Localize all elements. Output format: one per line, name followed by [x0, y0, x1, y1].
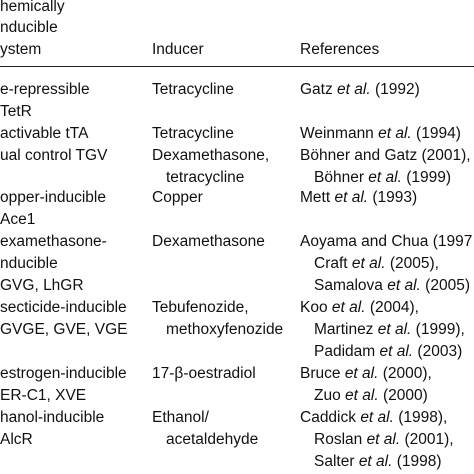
inducer-cell — [152, 145, 269, 189]
reference-author: Salter — [314, 453, 355, 470]
system-cell — [0, 123, 88, 145]
reference-author: Böhner and Gatz (2001), — [300, 147, 471, 164]
reference-author: Roslan — [314, 431, 363, 448]
references-cell — [300, 123, 461, 145]
reference-line — [300, 275, 472, 297]
reference-etal: et al. — [331, 299, 366, 316]
references-cell — [300, 79, 420, 101]
header-system-line-3: ystem — [0, 41, 42, 58]
reference-etal: et al. — [358, 453, 393, 470]
system-cell — [0, 231, 107, 297]
system-cell — [0, 79, 90, 123]
inducer-text: Tebufenozide, — [152, 299, 249, 316]
reference-line — [300, 385, 432, 407]
reference-etal: et al. — [344, 365, 379, 382]
inducer-cell — [152, 407, 258, 451]
system-text: GVGE, GVE, VGE — [0, 321, 128, 338]
reference-author: Gatz — [300, 81, 333, 98]
system-cell — [0, 187, 106, 231]
reference-line — [300, 145, 471, 167]
reference-etal: et al. — [334, 189, 369, 206]
reference-author: Koo — [300, 299, 328, 316]
system-text: opper-inducible — [0, 189, 106, 206]
inducer-cell — [152, 363, 256, 385]
inducer-text: 17-β-oestradiol — [152, 365, 256, 382]
reference-year: (1993) — [372, 189, 418, 206]
reference-line — [300, 231, 472, 253]
references-cell — [300, 231, 472, 297]
reference-etal: et al. — [360, 409, 394, 426]
reference-year: (1994) — [416, 125, 461, 142]
reference-line — [300, 297, 465, 319]
system-text: GVG, LhGR — [0, 277, 84, 294]
reference-line — [300, 187, 417, 209]
reference-year: (1999), — [415, 321, 465, 338]
inducer-text: Tetracycline — [152, 81, 234, 98]
reference-author: Samalova — [314, 277, 383, 294]
inducer-text: tetracycline — [166, 169, 245, 186]
header-system-line-1: hemically — [0, 0, 65, 15]
references-cell — [300, 145, 471, 189]
reference-year: (1999) — [406, 169, 452, 186]
reference-year: (2000) — [382, 387, 428, 404]
reference-year: (2004), — [369, 299, 419, 316]
reference-line — [300, 123, 461, 145]
system-text: estrogen-inducible — [0, 365, 127, 382]
reference-line — [300, 253, 472, 275]
system-cell — [0, 297, 127, 341]
header-references: References — [300, 41, 380, 58]
reference-year: (1998) — [396, 453, 442, 470]
reference-year: (2001), — [404, 431, 454, 448]
system-cell — [0, 363, 127, 407]
reference-author: Mett — [300, 189, 331, 206]
system-text: secticide-inducible — [0, 299, 127, 316]
system-text: ER-C1, XVE — [0, 387, 87, 404]
reference-author: Martinez — [314, 321, 374, 338]
reference-line — [300, 407, 454, 429]
system-text: AlcR — [0, 431, 33, 448]
system-text: hanol-inducible — [0, 409, 105, 426]
reference-year: (2005), — [389, 255, 439, 272]
header-divider — [0, 66, 474, 67]
reference-line — [300, 363, 432, 385]
inducer-cell — [152, 231, 265, 253]
reference-author: Caddick — [300, 409, 356, 426]
system-cell — [0, 145, 107, 167]
references-cell — [300, 187, 417, 209]
reference-line — [300, 79, 420, 101]
reference-etal: et al. — [378, 125, 412, 142]
reference-line — [300, 167, 471, 189]
system-text: activable tTA — [0, 125, 89, 142]
reference-line — [300, 319, 465, 341]
inducer-cell — [152, 123, 234, 145]
reference-author: Zuo — [314, 387, 341, 404]
reference-etal: et al. — [366, 431, 401, 448]
reference-etal: et al. — [368, 169, 402, 186]
reference-etal: et al. — [387, 277, 421, 294]
inducer-text: Tetracycline — [152, 125, 234, 142]
system-text: examethasone- — [0, 233, 107, 250]
system-text: e-repressible — [0, 81, 90, 98]
reference-author: Bruce — [300, 365, 341, 382]
reference-etal: et al. — [351, 255, 386, 272]
reference-line — [300, 341, 465, 363]
inducer-text: Copper — [152, 189, 203, 206]
inducer-cell — [152, 297, 283, 341]
reference-year: (2003) — [417, 343, 463, 360]
inducer-text: Dexamethasone, — [152, 147, 270, 164]
reference-year: (1992) — [374, 81, 420, 98]
reference-etal: et al. — [345, 387, 379, 404]
references-cell — [300, 297, 465, 363]
inducer-cell — [152, 187, 203, 209]
inducer-cell — [152, 79, 234, 101]
reference-author: Böhner — [314, 169, 364, 186]
system-text: nducible — [0, 255, 58, 272]
reference-year: (2000), — [382, 365, 432, 382]
reference-year: (1998), — [398, 409, 448, 426]
system-text: ual control TGV — [0, 147, 108, 164]
system-cell — [0, 407, 104, 451]
reference-etal: et al. — [377, 321, 412, 338]
reference-etal: et al. — [379, 343, 414, 360]
reference-line — [300, 429, 454, 451]
reference-year: (2005) — [425, 277, 470, 294]
inducer-text: methoxyfenozide — [166, 321, 284, 338]
system-text: TetR — [0, 103, 32, 120]
reference-author: Weinmann — [300, 125, 374, 142]
header-inducer: Inducer — [152, 41, 204, 58]
reference-author: Padidam — [314, 343, 376, 360]
reference-etal: et al. — [337, 81, 371, 98]
reference-line — [300, 451, 454, 473]
inducer-text: Ethanol/ — [152, 409, 209, 426]
references-cell — [300, 363, 432, 407]
header-system-line-2: nducible — [0, 19, 58, 36]
reference-author: Craft — [314, 255, 348, 272]
references-cell — [300, 407, 454, 473]
inducer-text: acetaldehyde — [166, 431, 259, 448]
system-text: Ace1 — [0, 211, 36, 228]
reference-author: Aoyama and Chua (1997 — [300, 233, 473, 250]
inducer-text: Dexamethasone — [152, 233, 265, 250]
